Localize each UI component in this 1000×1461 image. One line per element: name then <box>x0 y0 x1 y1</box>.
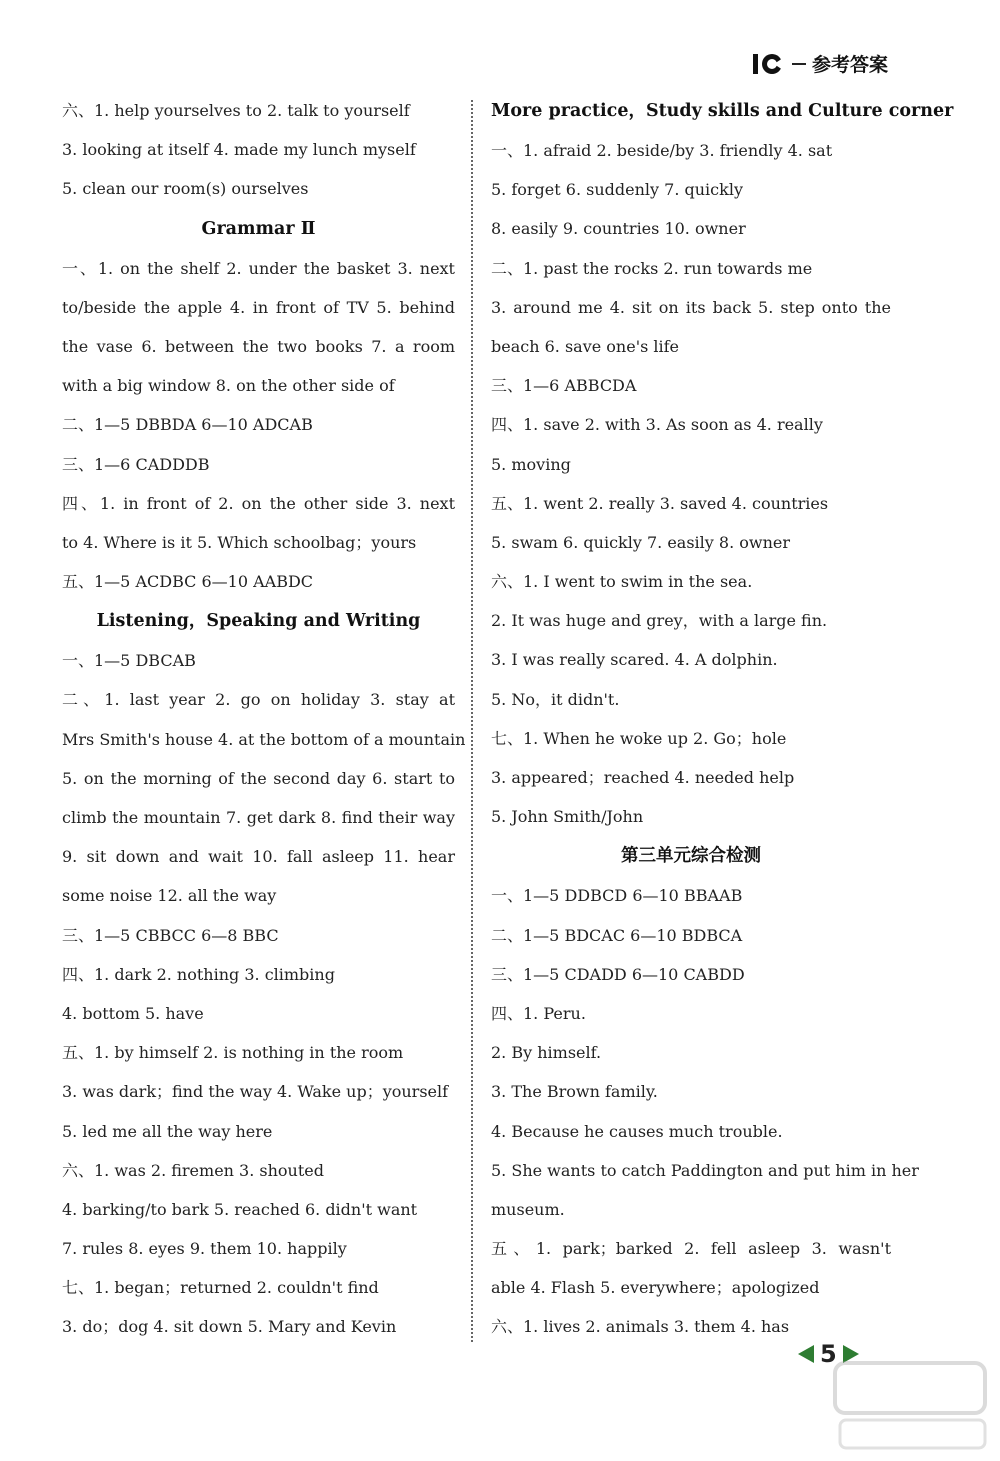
answer-line: 5. She wants to catch Paddington and put him in her <box>491 1160 919 1180</box>
answer-line: 一、1. afraid 2. beside/by 3. friendly 4. sat <box>491 141 833 160</box>
answer-line: 3. I was really scared. 4. A dolphin. <box>491 650 778 670</box>
answer-line: 3. around me 4. sit on its back 5. step onto the <box>491 297 891 317</box>
section-heading: Grammar Ⅱ <box>201 218 316 239</box>
answer-line: 5. clean our room(s) ourselves <box>62 179 309 199</box>
answer-line: 3. appeared；reached 4. needed help <box>491 768 795 787</box>
answer-line: able 4. Flash 5. everywhere；apologized <box>491 1278 820 1298</box>
answer-line: 三、1—6 CADDDB <box>62 454 210 474</box>
section-heading: Listening，Speaking and Writing <box>96 611 421 632</box>
answer-line: 2. By himself. <box>491 1043 602 1063</box>
section-heading: More practice，Study skills and Culture corner <box>491 101 954 121</box>
page-number: 5 <box>820 1340 837 1368</box>
section-heading: 第三单元综合检测 <box>621 846 761 867</box>
page-header <box>752 50 888 77</box>
answer-line: 一、1—5 DBCAB <box>62 651 196 671</box>
answer-line: to 4. Where is it 5. Which schoolbag；yours <box>62 532 417 552</box>
answer-line: 8. easily 9. countries 10. owner <box>491 219 746 239</box>
answer-line: Mrs Smith's house 4. at the bottom of a mountain <box>62 729 466 749</box>
left-arrow-icon <box>798 1345 814 1363</box>
answer-line: 六、1. lives 2. animals 3. them 4. has <box>491 1317 790 1337</box>
answer-line: 5. forget 6. suddenly 7. quickly <box>491 180 743 200</box>
answer-line: 7. rules 8. eyes 9. them 10. happily <box>62 1239 347 1259</box>
right-column <box>491 91 954 1347</box>
answer-line: 四、1. Peru. <box>491 1003 586 1023</box>
column-divider <box>471 100 473 1342</box>
answer-line: 5. moving <box>491 454 571 474</box>
answer-line: 二、1—5 DBBDA 6—10 ADCAB <box>62 415 313 435</box>
answer-line: 5. John Smith/John <box>491 807 644 827</box>
answer-line: 5. on the morning of the second day 6. start to <box>62 768 455 788</box>
answer-line: 四、1. dark 2. nothing 3. climbing <box>62 964 335 984</box>
answer-line: 2. It was huge and grey，with a large fin. <box>491 611 828 631</box>
answer-line: 一、1. on the shelf 2. under the basket 3. next <box>62 258 455 278</box>
answer-line: 4. bottom 5. have <box>62 1003 204 1023</box>
answer-line: 二、1. past the rocks 2. run towards me <box>491 258 813 278</box>
answer-line: beach 6. save one's life <box>491 336 680 356</box>
watermark <box>830 1355 995 1455</box>
answer-line: 5. No，it didn't. <box>491 689 620 709</box>
answer-line: 五、1. went 2. really 3. saved 4. countries <box>491 493 829 513</box>
answer-line: 三、1—5 CBBCC 6—8 BBC <box>62 925 279 945</box>
answer-line: 六、1. help yourselves to 2. talk to yourself <box>62 101 410 120</box>
logo-icon <box>752 51 786 77</box>
answer-line: 3. do；dog 4. sit down 5. Mary and Kevin <box>62 1317 397 1337</box>
answer-line: with a big window 8. on the other side of <box>62 376 395 396</box>
answer-line: 三、1—5 CDADD 6—10 CABDD <box>491 964 745 984</box>
answer-line: 3. was dark；find the way 4. Wake up；yourself <box>62 1082 449 1102</box>
answer-line: 四、1. in front of 2. on the other side 3. next <box>62 493 455 513</box>
answer-line: 4. Because he causes much trouble. <box>491 1121 783 1141</box>
answer-line: 一、1—5 DDBCD 6—10 BBAAB <box>491 886 743 906</box>
answer-line: 9. sit down and wait 10. fall asleep 11. hear <box>62 847 455 867</box>
answer-line: 四、1. save 2. with 3. As soon as 4. really <box>491 415 823 435</box>
answer-line: 5. led me all the way here <box>62 1121 273 1141</box>
answer-line: 4. barking/to bark 5. reached 6. didn't want <box>62 1199 418 1219</box>
answer-line: some noise 12. all the way <box>62 886 277 906</box>
answer-line: 五、1. by himself 2. is nothing in the room <box>62 1043 404 1063</box>
answer-line: 七、1. began；returned 2. couldn't find <box>62 1278 379 1298</box>
answer-line: museum. <box>491 1199 565 1219</box>
answer-line: 二、1. last year 2. go on holiday 3. stay at <box>62 690 455 710</box>
answer-line: 三、1—6 ABBCDA <box>491 376 637 396</box>
answer-line: 5. swam 6. quickly 7. easily 8. owner <box>491 532 790 552</box>
left-column <box>62 91 466 1347</box>
answer-line: 六、1. was 2. firemen 3. shouted <box>62 1160 325 1180</box>
answer-line: 五、1. park；barked 2. fell asleep 3. wasn't <box>491 1239 891 1259</box>
answer-line: 3. The Brown family. <box>491 1082 658 1102</box>
header-title: 参考答案 <box>811 54 888 76</box>
answer-line: climb the mountain 7. get dark 8. find their way <box>62 808 455 827</box>
answer-line: the vase 6. between the two books 7. a room <box>62 336 455 356</box>
answer-line: 五、1—5 ACDBC 6—10 AABDC <box>62 572 314 592</box>
answer-line: 六、1. I went to swim in the sea. <box>491 572 753 592</box>
header-dash <box>792 63 806 65</box>
answer-line: to/beside the apple 4. in front of TV 5. behind <box>62 297 455 317</box>
answer-line: 七、1. When he woke up 2. Go；hole <box>491 728 787 748</box>
answer-line: 3. looking at itself 4. made my lunch myself <box>62 140 416 160</box>
answer-line: 二、1—5 BDCAC 6—10 BDBCA <box>491 925 743 945</box>
